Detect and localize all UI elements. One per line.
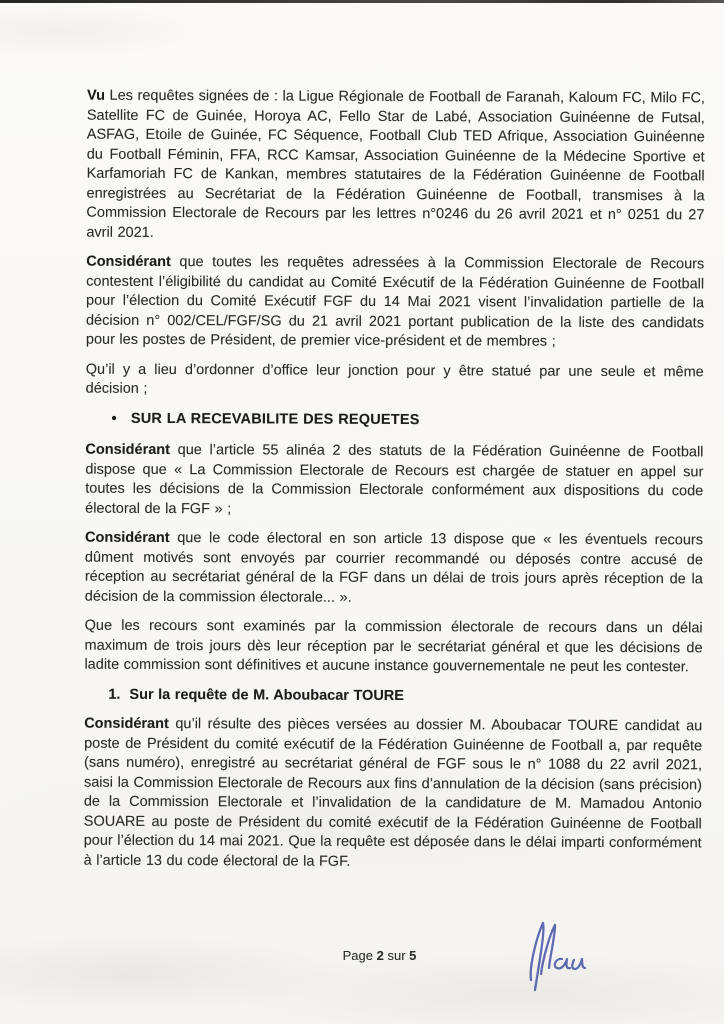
paragraph-text: Les requêtes signées de : la Ligue Régionale de Football de Faranah, Kaloum FC, Milo FC, Satellite FC de Guinée, Horoya AC, Fello Star de Labé, Association Guinéenne de Futsal, ASFAG, Etoile de Guinée, FC Séquence, Football Club TED Afrique, Association Guinéenne du Football Féminin, FFA, RCC Kamsar, Association Guinéenne de la Médecine Sportive et Karfamoriah FC de Kankan, membres statutaires de la Fédération Guinéenne de Football enregistrées au Secrétariat de la Fédération Guinéenne de Football, transmises à la Commission Electorale de Recours par les lettres n°0246 du 26 avril 2021 et n° 0251 du 27 avril 2021. [86, 87, 705, 241]
heading-recevabilite [86, 409, 704, 431]
scan-top-edge [0, 0, 724, 3]
lead-word-considerant: Considérant [86, 253, 171, 271]
lead-word-considerant: Considérant [85, 529, 170, 547]
heading-number: 1. [108, 686, 121, 703]
heading-text: SUR LA RECEVABILITE DES REQUETES [130, 410, 420, 428]
paragraph-quil-y-a-lieu [86, 360, 704, 402]
lead-word-considerant: Considérant [84, 715, 169, 733]
paragraph-text: Que les recours sont examinés par la commission électorale de recours dans un délai maximum de trois jours dès leur réception par le secrétariat général et que les décisions de ladite commission sont définitives et aucune instance gouvernementale ne peut les contester. [84, 617, 703, 676]
paragraph-text: qu’il résulte des pièces versées au dossier M. Aboubacar TOURE candidat au poste de Président du comité exécutif de la Fédération Guinéenne de Football a, par requête (sans numéro), enregistré au secrétariat général de FGF sous le n° 1088 du 22 avril 2021, saisi la Commission Electorale de Recours aux fins d’annulation de la décision (sans précision) de la Commission Electorale et l’invalidation de la candidature de M. Mamadou Antonio SOUARE au poste de Président du comité exécutif de la Fédération Guinéenne de Football pour l’élection du 14 mai 2021. Que la requête est déposée dans le délai imparti conformément à l’article 13 du code électoral de la FGF. [83, 716, 703, 870]
paragraph-considerant-jonction [86, 253, 704, 353]
paragraph-que-les-recours [84, 617, 702, 678]
footer-total-pages: 5 [409, 948, 417, 963]
paragraph-text: Qu’il y a lieu d’ordonner d’office leur jonction pour y être statué par une seule et même décision ; [85, 361, 704, 397]
paragraph-text: que l’article 55 alinéa 2 des statuts de la Fédération Guinéenne de Football dispose que « La Commission Electorale de Recours est chargée de statuer en appel sur toutes les décisions de la Commission Electorale conformément aux dispositions du code électoral de la FGF » ; [85, 442, 704, 517]
footer-word-sur: sur [387, 948, 406, 963]
lead-word-considerant: Considérant [85, 441, 171, 459]
paragraph-text: que toutes les requêtes adressées à la Commission Electorale de Recours contestent l’éligibilité du candidat au Comité Exécutif de la Fédération Guinéenne de Football pour l’élection du Comité Exécutif FGF du 14 Mai 2021 visent l’invalidation partielle de la décision n° 002/CEL/FGF/SG du 21 avril 2021 portant publication de la liste des candidats pour les postes de Président, de premier vice-président et de membres ; [85, 254, 705, 350]
page-footer [297, 948, 462, 964]
paragraph-text: que le code électoral en son article 13 dispose que « les éventuels recours dûment motivés sont envoyés par courrier recommandé ou déposés contre accusé de réception au secrétariat général de la FGF dans un délai de trois jours après réception de la décision de la commission électorale... ». [84, 530, 704, 606]
paragraph-considerant-article13 [85, 529, 703, 610]
lead-word-vu: Vu [86, 87, 105, 104]
paragraph-considerant-article55 [85, 441, 703, 522]
paragraph-considerant-toure [84, 715, 703, 874]
document-body [84, 87, 705, 874]
footer-page-number: 2 [376, 948, 384, 963]
heading-requete-toure [84, 685, 702, 707]
footer-word-page: Page [342, 948, 373, 963]
heading-text: Sur la requête de M. Aboubacar TOURE [129, 686, 405, 704]
bullet-marker-icon: • [111, 410, 117, 427]
handwritten-signature [516, 914, 588, 998]
paragraph-vu-requetes [86, 87, 705, 246]
